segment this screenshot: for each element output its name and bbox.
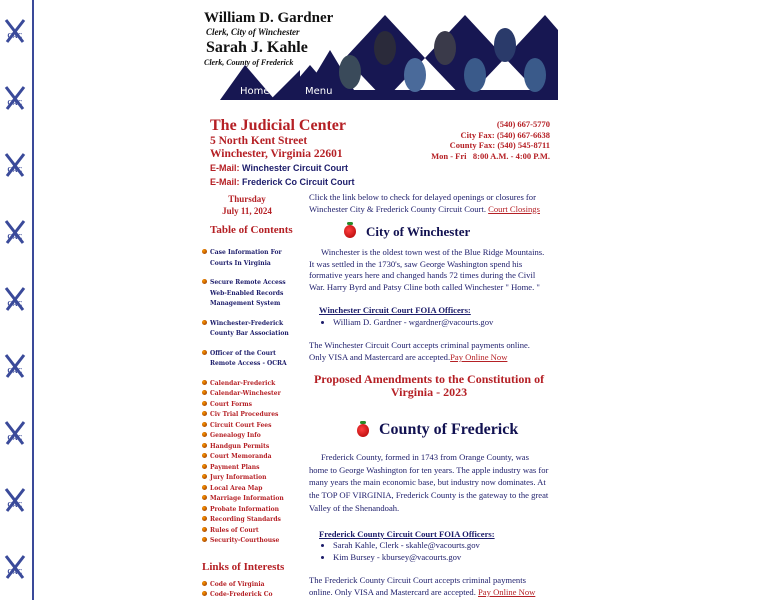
interest-link[interactable]: Code of Virginia (202, 580, 302, 591)
toc-link[interactable]: Rules of Court (202, 526, 302, 537)
email-label: E-Mail: (210, 177, 240, 187)
cac-quill-logo-icon (4, 487, 26, 517)
hours: Mon - Fri 8:00 A.M. - 4:00 P.M. (431, 150, 550, 161)
email-label: E-Mail: (210, 163, 240, 173)
county-foia-heading: Frederick County Circuit Court FOIA Officers: (319, 528, 495, 539)
closings-notice: Click the link below to check for delayed openings or closures for Winchester City & Frederick County Circuit Court. Court Closings (309, 192, 540, 214)
clerk-title-2: Clerk, County of Frederick (204, 58, 294, 67)
header (200, 10, 558, 100)
toc-link[interactable]: Secure Remote Access Web-Enabled Records Management System (202, 278, 302, 310)
county-payment-text: The Frederick County Circuit Court accepts criminal payments online. Only VISA and Mastercard are accepted. Pay Online Now (309, 575, 536, 597)
city-foia-heading: Winchester Circuit Court FOIA Officers: (319, 305, 471, 315)
clerk-name-1: William D. Gardner (204, 10, 334, 26)
apple-icon (344, 225, 356, 238)
svg-text:CAC: CAC (7, 32, 23, 40)
toc-link[interactable]: Court Memoranda (202, 452, 302, 463)
svg-text:CAC: CAC (7, 367, 23, 375)
city-foia-list (309, 317, 549, 329)
judicial-center-info (210, 117, 550, 189)
toc-link[interactable]: Genealogy Info (202, 431, 302, 442)
svg-text:CAC: CAC (7, 568, 23, 576)
toc-heading: Table of Contents (210, 224, 293, 236)
svg-text:CAC: CAC (7, 166, 23, 174)
toc-link[interactable]: Payment Plans (202, 463, 302, 474)
county-fax: County Fax: (540) 545-8711 (449, 140, 550, 150)
day: Thursday (228, 194, 266, 204)
cac-quill-logo-icon (4, 420, 26, 450)
center-title: The Judicial Center (210, 117, 346, 134)
foia-officer: • William D. Gardner - wgardner@vacourts.gov (333, 317, 549, 329)
clerk-name-2: Sarah J. Kahle (206, 39, 308, 56)
cac-quill-logo-icon (4, 554, 26, 584)
svg-text:CAC: CAC (7, 501, 23, 509)
links-list (202, 580, 302, 601)
left-column (202, 248, 302, 601)
street: 5 North Kent Street (210, 135, 308, 147)
amendments-link[interactable]: Proposed Amendments to the Constitution of Virginia - 2023 (313, 372, 545, 399)
city-heading: City of Winchester (366, 224, 471, 239)
toc-link[interactable]: Marriage Information (202, 494, 302, 505)
toc-link[interactable]: Security-Courthouse (202, 536, 302, 547)
court-closings-link[interactable]: Court Closings (488, 203, 540, 214)
apple-icon (357, 424, 369, 437)
cac-quill-logo-icon (4, 286, 26, 316)
toc-list (202, 248, 302, 547)
left-border (0, 0, 34, 600)
toc-link[interactable]: Calendar-Winchester (202, 389, 302, 400)
toc-link[interactable]: Civ Trial Procedures (202, 410, 302, 421)
city-fax: City Fax: (540) 667-6638 (460, 129, 550, 140)
toc-link[interactable]: Case Information For Courts In Virginia (202, 248, 302, 269)
cac-quill-logo-icon (4, 152, 26, 182)
toc-link[interactable]: Calendar-Frederick (202, 379, 302, 390)
city-state: Winchester, Virginia 22601 (210, 148, 343, 160)
links-heading: Links of Interests (202, 560, 285, 573)
toc-link[interactable]: Recording Standards (202, 515, 302, 526)
toc-link[interactable]: Handgun Permits (202, 442, 302, 453)
toc-link[interactable]: Court Forms (202, 400, 302, 411)
email-winchester-link[interactable]: Winchester Circuit Court (242, 163, 348, 173)
interest-link[interactable]: Code-Frederick Co (202, 590, 302, 601)
menu-button[interactable]: Menu (305, 86, 333, 97)
svg-text:CAC: CAC (7, 434, 23, 442)
cac-quill-logo-icon (4, 353, 26, 383)
main-content (309, 192, 549, 598)
svg-text:CAC: CAC (7, 233, 23, 241)
foia-officer: • Kim Bursey - kbursey@vacourts.gov (333, 552, 549, 564)
cac-quill-logo-icon (4, 219, 26, 249)
home-button[interactable]: Home (240, 86, 270, 97)
svg-text:CAC: CAC (7, 99, 23, 107)
phone: (540) 667-5770 (496, 119, 550, 129)
toc-link[interactable]: Jury Information (202, 473, 302, 484)
clerk-title-1: Clerk, City of Winchester (206, 27, 300, 37)
toc-link[interactable]: Officer of the Court Remote Access - OCRA (202, 349, 302, 370)
email-frederick-link[interactable]: Frederick Co Circuit Court (242, 177, 355, 187)
toc-link[interactable]: Local Area Map (202, 484, 302, 495)
toc-link[interactable]: Circuit Court Fees (202, 421, 302, 432)
date: July 11, 2024 (222, 206, 272, 216)
cac-quill-logo-icon (4, 18, 26, 48)
pay-online-link[interactable]: Pay Online Now (478, 586, 536, 597)
city-payment-text: The Winchester Circuit Court accepts criminal payments online. Only VISA and Mastercard are accepted.Pay Online Now (309, 340, 530, 362)
county-heading: County of Frederick (379, 421, 519, 438)
city-description: Winchester is the oldest town west of the Blue Ridge Mountains. It was settled in the 1730's, saw George Washington spend his formative years here and changed hands 72 times during the Civil War. Harry Byrd and Patsy Cline both called Winchester " Home. " (309, 247, 545, 292)
toc-link[interactable]: Probate Information (202, 505, 302, 516)
foia-officer: • Sarah Kahle, Clerk - skahle@vacourts.gov (333, 540, 549, 552)
toc-link[interactable]: Winchester-Frederick County Bar Association (202, 319, 302, 340)
pay-online-link[interactable]: Pay Online Now (450, 351, 508, 362)
banner (200, 10, 558, 100)
county-foia-list (309, 540, 549, 563)
current-date (202, 193, 292, 217)
county-description: Frederick County, formed in 1743 from Orange County, was home to George Washington for ten years. The apple industry was for many years the main economic base, but industry now dominates. At the TOP OF VIRGINIA, Frederick County is the gateway to the great Valley of the Shenandoah. (309, 452, 549, 513)
cac-quill-logo-icon (4, 85, 26, 115)
svg-text:CAC: CAC (7, 300, 23, 308)
